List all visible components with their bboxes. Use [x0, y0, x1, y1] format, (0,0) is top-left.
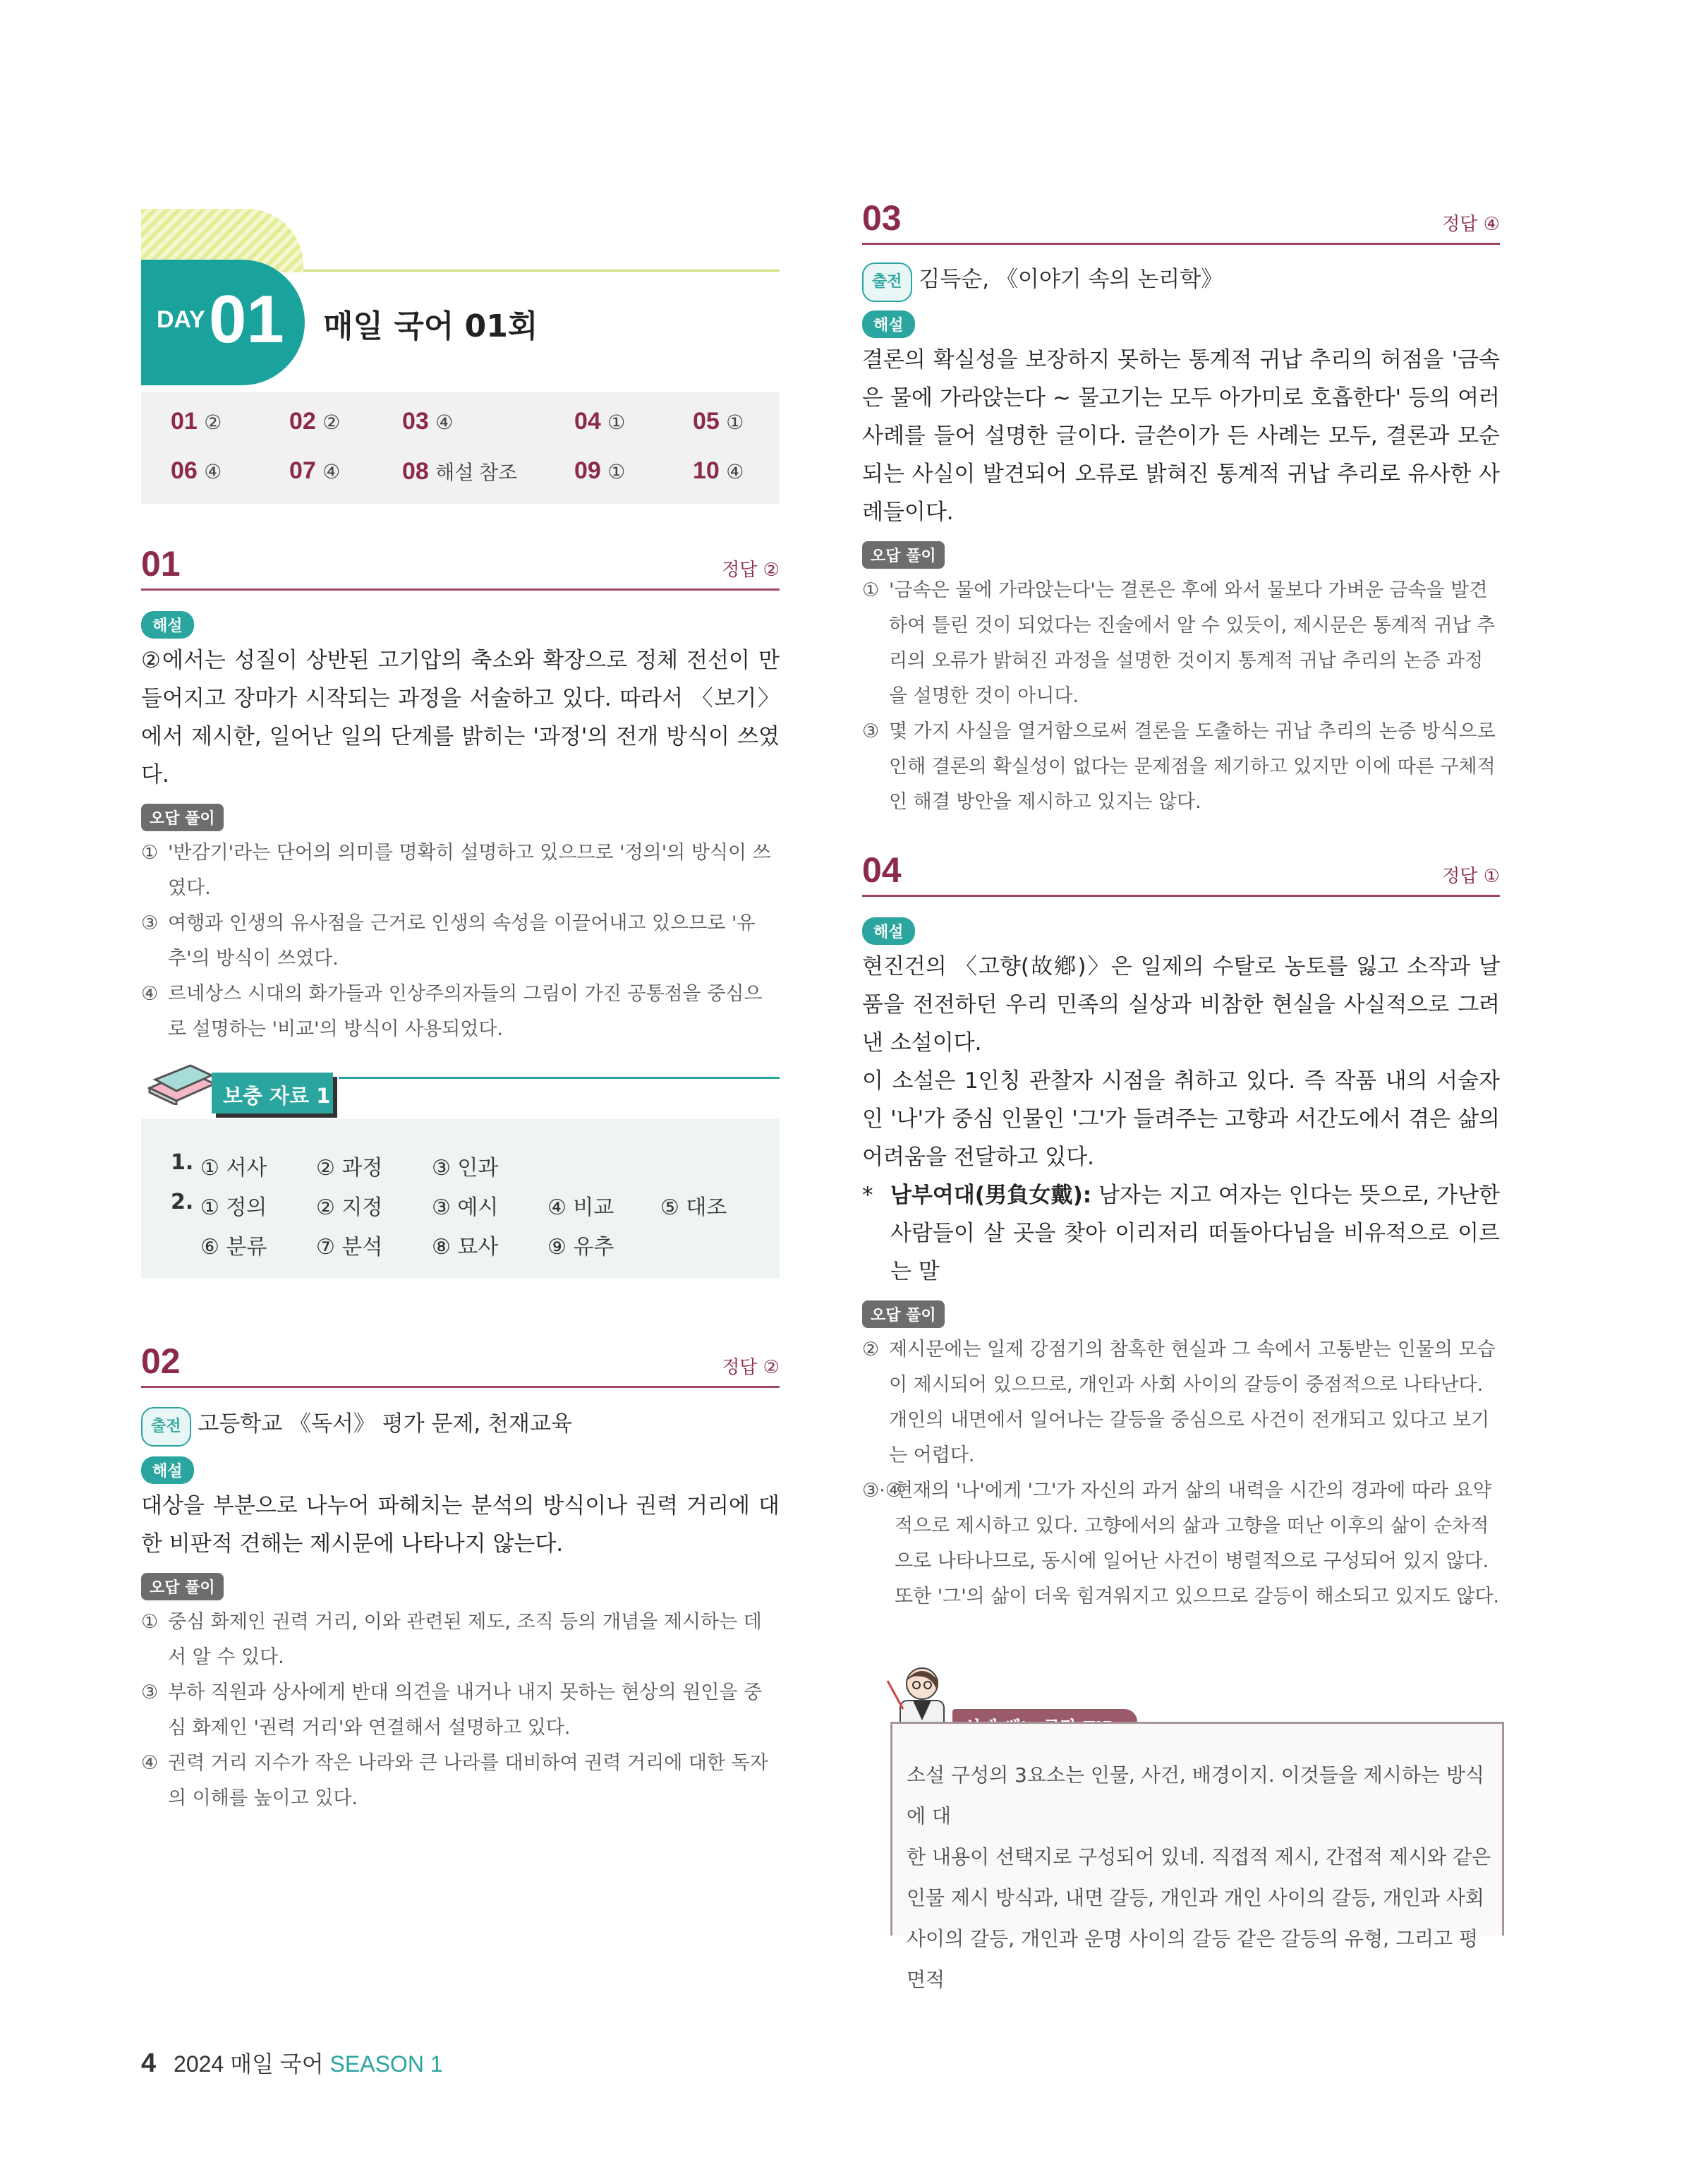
wrong-item: ② 제시문에는 일제 강점기의 참혹한 현실과 그 속에서 고통받는 인물의 모습이 제시되어 있으므로, 개인과 사회 사이의 갈등이 중점적으로 나타난다. 개인의 내면에서 일어나는 갈등을 중심으로 사건이 전개되고 있다고 보기는 어렵다.	[862, 1339, 1496, 1466]
supplement-title: 보충 자료 1	[223, 1084, 331, 1108]
q03-explanation: 결론의 확실성을 보장하지 못하는 통계적 귀납 추리의 허점을 '금속은 물에 가라앉는다 ~ 물고기는 모두 아가미로 호흡한다' 등의 여러 사례를 들어 설명한 글이다. 글쓴이가 든 사례는 모두, 결론과 모순되는 사실이 발견되어 오류로 밝혀진 통계적 귀납 추리로 유사한 사례들이다.	[862, 347, 1500, 525]
wrong-tag: 오답 풀이	[862, 541, 945, 569]
q03-header	[862, 192, 1500, 245]
wrong-item: ③ 몇 가지 사실을 열거함으로써 결론을 도출하는 귀납 추리의 논증 방식으로 인해 결론의 확실성이 없다는 문제점을 제기하고 있지만 이에 따른 구체적인 해결 방안을 제시하고 있지는 않다.	[862, 720, 1496, 813]
q01-header	[141, 538, 780, 591]
q01-number: 01	[141, 544, 181, 584]
q02-source: 고등학교 《독서》 평가 문제, 천재교육	[198, 1411, 572, 1437]
answer-07: 07 ④	[289, 457, 341, 484]
wrong-tag: 오답 풀이	[141, 1573, 224, 1600]
q01-explanation: ②에서는 성질이 상반된 고기압의 축소와 확장으로 정체 전선이 만들어지고 장마가 시작되는 과정을 서술하고 있다. 따라서 〈보기〉에서 제시한, 일어난 일의 단계를 밝히는 '과정'의 전개 방식이 쓰였다.	[141, 648, 780, 787]
tip-line: 사이의 갈등, 개인과 운명 사이의 갈등 같은 갈등의 유형, 그리고 평면적	[907, 1927, 1479, 1991]
supplement-rule	[339, 1077, 780, 1079]
answer-03: 03 ④	[402, 408, 454, 435]
answer-01: 01 ②	[171, 408, 222, 435]
wrong-item: ③ 부하 직원과 상사에게 반대 의견을 내거나 내지 못하는 현상의 원인을 중심 화제인 '권력 거리'와 연결해서 설명하고 있다.	[141, 1682, 763, 1739]
explanation-tag: 해설	[141, 611, 194, 639]
header-rule	[303, 270, 780, 272]
answer-08: 08 해설 참조	[402, 458, 518, 485]
wrong-item: ③ 여행과 인생의 유사점을 근거로 인생의 속성을 이끌어내고 있으므로 '유추'의 방식이 쓰였다.	[141, 912, 756, 970]
tip-content	[907, 1755, 1492, 2000]
q01-answer: 정답 ②	[722, 560, 780, 581]
q03-answer: 정답 ④	[1442, 214, 1500, 235]
answer-02: 02 ②	[289, 408, 341, 435]
wrong-item: ① 중심 화제인 권력 거리, 이와 관련된 제도, 조직 등의 개념을 제시하는 데서 알 수 있다.	[141, 1611, 762, 1668]
supplement-header	[141, 1061, 780, 1119]
q01-body	[141, 611, 780, 1047]
explanation-tag: 해설	[141, 1456, 194, 1484]
q02-wrong-list	[141, 1605, 780, 1816]
footer	[141, 2046, 443, 2079]
supplement-title-box	[212, 1073, 333, 1113]
answer-04: 04 ①	[574, 408, 626, 435]
answer-10: 10 ④	[693, 457, 744, 484]
q04-wrong-list	[862, 1332, 1500, 1614]
q03-body	[862, 262, 1500, 820]
day-badge	[141, 260, 305, 385]
wrong-item: ① '반감기'라는 단어의 의미를 명확히 설명하고 있으므로 '정의'의 방식이 쓰였다.	[141, 842, 771, 899]
wrong-item: ④ 권력 거리 지수가 작은 나라와 큰 나라를 대비하여 권력 거리에 대한 독자의 이해를 높이고 있다.	[141, 1752, 768, 1809]
q04-header	[862, 844, 1500, 897]
source-tag: 출전	[141, 1407, 191, 1447]
answer-05: 05 ①	[693, 408, 744, 435]
day-label: DAY	[157, 306, 205, 333]
q03-number: 03	[862, 198, 902, 238]
tip-box	[890, 1722, 1504, 1991]
season-label: SEASON 1	[329, 2051, 443, 2077]
q03-wrong-list	[862, 573, 1500, 820]
q04-number: 04	[862, 850, 902, 890]
supplement-box: 1. ① 서사 ② 과정 ③ 인과 2. ① 정의 ② 지정 ③ 예시 ④ 비교 ⑤ 대조 ⑥ 분류 ⑦ 분석 ⑧ 묘사 ⑨ 유추	[141, 1119, 780, 1279]
answer-grid	[141, 392, 780, 504]
q04-explanation-2: 이 소설은 1인칭 관찰자 시점을 취하고 있다. 즉 작품 내의 서술자인 '나'가 중심 인물인 '그'가 들려주는 고향과 서간도에서 겪은 삶의 어려움을 전달하고 있다.	[862, 1068, 1500, 1170]
book-icon	[145, 1064, 219, 1105]
q04-explanation-1: 현진건의 〈고향(故鄕)〉은 일제의 수탈로 농토를 잃고 소작과 날품을 전전하던 우리 민족의 실상과 비참한 현실을 사실적으로 그려 낸 소설이다.	[862, 954, 1500, 1056]
explanation-tag: 해설	[862, 917, 915, 945]
day-header	[141, 209, 780, 385]
tip-line: 소설 구성의 3요소는 인물, 사건, 배경이지. 이것들을 제시하는 방식에 대	[907, 1763, 1484, 1828]
q04-answer: 정답 ①	[1442, 866, 1500, 887]
q03-source: 김득순, 《이야기 속의 논리학》	[919, 267, 1223, 292]
wrong-tag: 오답 풀이	[141, 804, 224, 831]
wrong-item: ① '금속은 물에 가라앉는다'는 결론은 후에 와서 물보다 가벼운 금속을 발견하여 틀린 것이 되었다는 진술에서 알 수 있듯이, 제시문은 통계적 귀납 추리의 오류가 밝혀진 과정을 설명한 것이지 통계적 귀납 추리의 논증 과정을 설명한 것이 아니다.	[862, 579, 1496, 707]
tip-line: 인물 제시 방식과, 내면 갈등, 개인과 개인 사이의 갈등, 개인과 사회	[907, 1886, 1484, 1909]
wrong-tag: 오답 풀이	[862, 1300, 945, 1328]
day-number: 01	[209, 282, 284, 357]
day-title: 매일 국어 01회	[323, 308, 538, 344]
page-number: 4	[141, 2048, 157, 2078]
book-title: 2024 매일 국어	[174, 2051, 324, 2077]
answer-06: 06 ④	[171, 457, 222, 484]
q04-body	[862, 917, 1500, 1614]
source-tag: 출전	[862, 262, 912, 302]
q02-answer: 정답 ②	[722, 1357, 780, 1378]
q01-wrong-list	[141, 835, 780, 1047]
q04-note: * 남부여대(男負女戴): 남자는 지고 여자는 인다는 뜻으로, 가난한 사람들이 살 곳을 찾아 이리저리 떠돌아다님을 비유적으로 이르는 말	[862, 1183, 1500, 1284]
tip-line: 한 내용이 선택지로 구성되어 있네. 직접적 제시, 간접적 제시와 같은	[907, 1845, 1491, 1869]
q02-explanation: 대상을 부분으로 나누어 파헤치는 분석의 방식이나 권력 거리에 대한 비판적 견해는 제시문에 나타나지 않는다.	[141, 1493, 780, 1557]
q02-header	[141, 1335, 780, 1388]
wrong-item: ③·④ 현재의 '나'에게 '그'가 자신의 과거 삶의 내력을 시간의 경과에 따라 요약적으로 제시하고 있다. 고향에서의 삶과 고향을 떠난 이후의 삶이 순차적으로 나타나므로, 동시에 일어난 사건이 병렬적으로 구성되어 있지 않다. 또한 '그'의 삶이 더욱 힘겨워지고 있으므로 갈등이 해소되고 있지도 않다.	[862, 1480, 1500, 1607]
q02-body	[141, 1407, 780, 1816]
answer-09: 09 ①	[574, 457, 626, 484]
wrong-item: ④ 르네상스 시대의 화가들과 인상주의자들의 그림이 가진 공통점을 중심으로 설명하는 '비교'의 방식이 사용되었다.	[141, 983, 763, 1040]
explanation-tag: 해설	[862, 310, 915, 338]
q02-number: 02	[141, 1341, 181, 1381]
